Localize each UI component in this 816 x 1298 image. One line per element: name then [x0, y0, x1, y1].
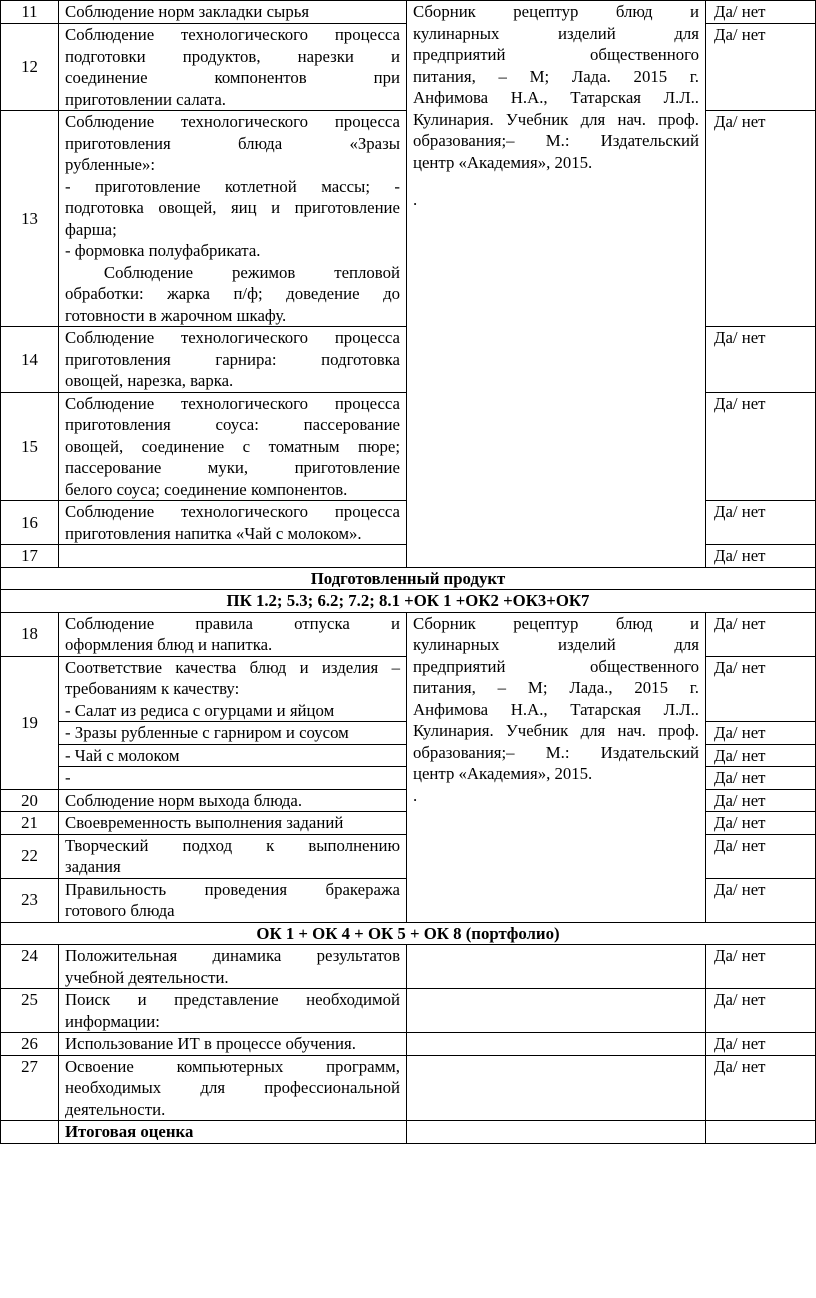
source-cell-empty: [407, 1121, 706, 1144]
source-cell-empty: [407, 1033, 706, 1056]
row-number-empty: [1, 1121, 59, 1144]
criterion-line: фарша;: [65, 219, 117, 239]
criterion-cell: [59, 989, 407, 1033]
source-line: образования;– М.: Издательский: [413, 742, 699, 762]
row-number: 18: [1, 612, 59, 656]
source-line: Сборник рецептур блюд и: [413, 2, 699, 21]
row-number: 13: [1, 111, 59, 327]
criterion-cell: [59, 111, 407, 327]
table-row: [1, 989, 816, 1033]
criterion-line: рубленные»:: [65, 155, 156, 174]
criterion-cell: [59, 612, 407, 656]
criterion-line: приготовления гарнира: подготовка: [65, 349, 400, 369]
source-line: питания, – М; Лада., 2015 г.: [413, 678, 699, 697]
criterion-line: деятельности.: [65, 1099, 166, 1119]
criterion-cell: [59, 878, 407, 922]
criterion-line: Освоение компьютерных программ,: [65, 1056, 400, 1076]
yes-no-cell: Да/ нет: [706, 945, 816, 989]
source-dot: .: [413, 785, 418, 805]
row-number: 24: [1, 945, 59, 989]
criterion-line: овощей, нарезка, варка.: [65, 371, 234, 390]
source-line: Сборник рецептур блюд и: [413, 613, 699, 633]
section-header-prepared-product: Подготовленный продукт: [1, 567, 816, 590]
row-number: 22: [1, 834, 59, 878]
criterion-line: приготовлении салата.: [65, 89, 226, 109]
criterion-line: овощей, соединение с томатным пюре;: [65, 436, 400, 456]
row-number: 26: [1, 1033, 59, 1056]
criterion-cell: [59, 834, 407, 878]
yes-no-cell: Да/ нет: [706, 656, 816, 722]
total-label: Итоговая оценка: [59, 1121, 407, 1144]
criterion-line: готового блюда: [65, 901, 175, 920]
row-number: 16: [1, 501, 59, 545]
criterion-cell: [59, 501, 407, 545]
criterion-line: - формовка полуфабриката.: [65, 241, 261, 260]
criterion-cell: - Зразы рубленные с гарниром и соусом: [59, 722, 407, 745]
yes-no-cell: Да/ нет: [706, 501, 816, 545]
yes-no-cell: Да/ нет: [706, 24, 816, 111]
criterion-line: белого соуса; соединение компонентов.: [65, 479, 348, 499]
row-number: 14: [1, 327, 59, 393]
table-row: [1, 945, 816, 989]
source-cell-empty: [407, 989, 706, 1033]
criterion-line: пассерование муки, приготовление: [65, 458, 400, 477]
criterion-cell: Соблюдение норм выхода блюда.: [59, 789, 407, 812]
yes-no-cell: Да/ нет: [706, 111, 816, 327]
source-line: Анфимова Н.А., Татарская Л.Л..: [413, 699, 699, 719]
criterion-cell: [59, 656, 407, 722]
criterion-line: Положительная динамика результатов: [65, 946, 400, 965]
source-line: кулинарных изделий для: [413, 23, 699, 43]
source-line: предприятий общественного: [413, 45, 699, 64]
criterion-cell: Своевременность выполнения заданий: [59, 812, 407, 835]
criterion-cell: [59, 1, 407, 24]
criterion-line: необходимых для профессиональной: [65, 1078, 400, 1097]
criterion-line: Поиск и представление необходимой: [65, 990, 400, 1009]
section-header-row: [1, 922, 816, 945]
row-number: 23: [1, 878, 59, 922]
source-cell: [407, 1, 706, 568]
source-line: центр «Академия», 2015.: [413, 764, 593, 783]
source-cell-empty: [407, 1055, 706, 1121]
source-line: кулинарных изделий для: [413, 635, 699, 654]
criterion-line: задания: [65, 857, 121, 876]
criterion-line: подготовка овощей, яиц и приготовление: [65, 198, 400, 217]
yes-no-cell: Да/ нет: [706, 834, 816, 878]
criterion-cell: [59, 1055, 407, 1121]
criterion-line: обработки: жарка п/ф; доведение до: [65, 284, 400, 303]
row-number: 12: [1, 24, 59, 111]
criterion-cell: - Чай с молоком: [59, 744, 407, 767]
source-line: центр «Академия», 2015.: [413, 152, 593, 172]
criterion-line: соединение компонентов при: [65, 68, 400, 87]
row-number: 21: [1, 812, 59, 835]
table-row: [1, 1033, 816, 1056]
criterion-line: Правильность проведения бракеража: [65, 879, 400, 899]
criterion-line: Соблюдение правила отпуска и: [65, 613, 400, 633]
yes-no-cell: Да/ нет: [706, 612, 816, 656]
yes-no-cell: Да/ нет: [706, 722, 816, 745]
table-row: [1, 1055, 816, 1121]
yes-no-cell: Да/ нет: [706, 1033, 816, 1056]
yes-no-cell: Да/ нет: [706, 744, 816, 767]
yes-no-cell: Да/ нет: [706, 989, 816, 1033]
row-number: 11: [1, 1, 59, 24]
criterion-line: приготовления напитка «Чай с молоком».: [65, 523, 362, 543]
criterion-line: Соблюдение технологического процесса: [65, 112, 400, 131]
criterion-line: приготовления блюда «Зразы: [65, 133, 400, 153]
source-cell: [407, 612, 706, 922]
criterion-line: учебной деятельности.: [65, 967, 229, 987]
source-cell-empty: [407, 945, 706, 989]
criterion-line: Соблюдение норм закладки сырья: [65, 2, 310, 21]
table-row: [1, 612, 816, 656]
section-header-portfolio: ОК 1 + ОК 4 + ОК 5 + ОК 8 (портфолио): [1, 922, 816, 945]
criterion-cell: [59, 24, 407, 111]
yes-no-cell: Да/ нет: [706, 392, 816, 501]
criterion-line: - Салат из редиса с огурцами и яйцом: [65, 700, 335, 720]
yes-no-cell: Да/ нет: [706, 327, 816, 393]
row-number: 15: [1, 392, 59, 501]
criterion-line: готовности в жарочном шкафу.: [65, 305, 287, 325]
yes-no-cell: Да/ нет: [706, 767, 816, 790]
source-line: Анфимова Н.А., Татарская Л.Л..: [413, 88, 699, 107]
yes-no-cell: Да/ нет: [706, 878, 816, 922]
criterion-line: Соблюдение технологического процесса: [65, 502, 400, 521]
criterion-cell: [59, 327, 407, 393]
criterion-cell: Использование ИТ в процессе обучения.: [59, 1033, 407, 1056]
criterion-line: оформления блюд и напитка.: [65, 635, 273, 654]
source-line: питания, – М; Лада. 2015 г.: [413, 66, 699, 86]
total-row: [1, 1121, 816, 1144]
criterion-line: Соблюдение технологического процесса: [65, 393, 400, 413]
criterion-line: приготовления соуса: пассерование: [65, 415, 400, 434]
criterion-line: Соблюдение технологического процесса: [65, 328, 400, 347]
yes-no-cell: Да/ нет: [706, 812, 816, 835]
section-header-row: [1, 590, 816, 613]
source-line: предприятий общественного: [413, 656, 699, 676]
criterion-line: Творческий подход к выполнению: [65, 835, 400, 855]
criterion-line: требованиям к качеству:: [65, 679, 240, 698]
source-line: Кулинария. Учебник для нач. проф.: [413, 109, 699, 129]
criterion-line: - приготовление котлетной массы; -: [65, 176, 400, 196]
row-number: 19: [1, 656, 59, 789]
criterion-line: Соответствие качества блюд и изделия –: [65, 657, 400, 677]
total-score-cell[interactable]: [706, 1121, 816, 1144]
yes-no-cell: Да/ нет: [706, 1, 816, 24]
table-row: [1, 1, 816, 24]
criterion-cell-empty: [59, 545, 407, 568]
row-number: 20: [1, 789, 59, 812]
source-line: Кулинария. Учебник для нач. проф.: [413, 721, 699, 740]
section-header-row: [1, 567, 816, 590]
yes-no-cell: Да/ нет: [706, 1055, 816, 1121]
row-number: 27: [1, 1055, 59, 1121]
yes-no-cell: Да/ нет: [706, 789, 816, 812]
yes-no-cell: Да/ нет: [706, 545, 816, 568]
criterion-cell: [59, 392, 407, 501]
criterion-line: Соблюдение режимов тепловой: [65, 262, 400, 282]
criterion-cell: [59, 945, 407, 989]
criterion-line: информации:: [65, 1011, 160, 1031]
row-number: 17: [1, 545, 59, 568]
criterion-line: Соблюдение технологического процесса: [65, 25, 400, 44]
row-number: 25: [1, 989, 59, 1033]
source-dot: .: [413, 190, 418, 209]
source-line: образования;– М.: Издательский: [413, 131, 699, 150]
section-header-competencies: ПК 1.2; 5.3; 6.2; 7.2; 8.1 +ОК 1 +ОК2 +ОК3+ОК7: [1, 590, 816, 613]
criterion-line: подготовки продуктов, нарезки и: [65, 46, 400, 66]
criterion-cell: -: [59, 767, 407, 790]
